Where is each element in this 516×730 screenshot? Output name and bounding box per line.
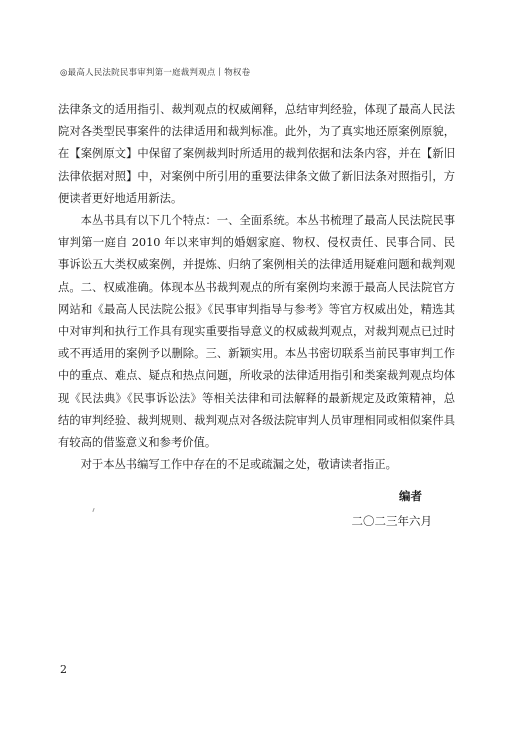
scan-speck	[92, 508, 94, 512]
signoff-date: 二〇二三年六月	[351, 514, 432, 528]
signoff-author: 编者	[399, 489, 422, 503]
paragraph-closing: 对于本丛书编写工作中存在的不足或疏漏之处，敬请读者指正。	[80, 458, 397, 472]
paragraph-features: 本丛书具有以下几个特点：一、全面系统。本丛书梳理了最高人民法院民事审判第一庭自 2010 年以来审判的婚姻家庭、物权、侵权责任、民事合同、民事诉讼五大类权威案例，并提炼、归纳了案例相关的法律适用疑难问题和裁判观点。二、权威准确。体现本丛书裁判观点的所有案例均来源于最高人民法院官方网站和《最高人民法院公报》《民事审判指导与参考》等官方权威出处，精选其中对审判和执行工作具有现实重要指导意义的权威裁判观点，对裁判观点已过时或不再适用的案例予以删除。三、新颖实用。本丛书密切联系当前民事审判工作中的重点、难点、疑点和热点问题，所收录的法律适用指引和类案裁判观点均体现《民法典》《民事诉讼法》等相关法律和司法解释的最新规定及政策精神，总结的审判经验、裁判规则、裁判观点对各级法院审判人员审理相同或相似案件具有较高的借鉴意义和参考价值。	[58, 214, 455, 450]
body-text	[58, 99, 455, 476]
signoff	[352, 484, 433, 534]
paragraph-continued: 法律条文的适用指引、裁判观点的权威阐释，总结审判经验，体现了最高人民法院对各类型民事案件的法律适用和裁判标准。此外，为了真实地还原案例原貌，在【案例原文】中保留了案例裁判时所适用的裁判依据和法条内容，并在【新旧法律依据对照】中，对案例中所引用的重要法律条文做了新旧法条对照指引，方便读者更好地适用新法。	[58, 103, 455, 205]
running-header: ◎最高人民法院民事审判第一庭裁判观点丨物权卷	[60, 68, 251, 78]
page-number: 2	[60, 663, 67, 676]
